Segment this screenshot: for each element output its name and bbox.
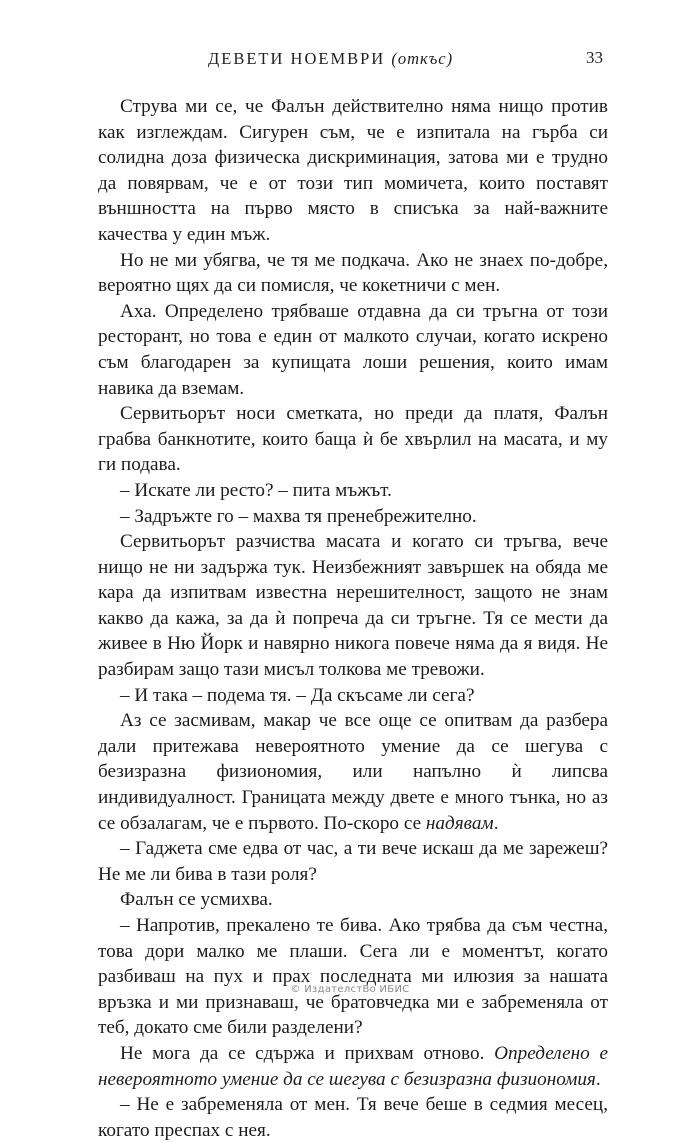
emphasis: Определено е невероятното умение да се шегува с безизразна физиономия — [98, 1042, 608, 1090]
chapter-subtitle: (откъс) — [391, 49, 454, 68]
dialogue-line: – Искате ли ресто? – пита мъжът. — [120, 479, 392, 501]
paragraph: Сервитьорът носи сметката, но преди да платя, Фалън грабва банкнотите, които баща ѝ бе хвърлил на масата, и му ги подава. — [98, 403, 608, 476]
publisher-copyright: © ИздателстВо ИБИС — [290, 984, 410, 995]
running-head — [208, 49, 453, 69]
dialogue-line: – Не е забременяла от мен. Тя вече беше в седмия месец, когато преспах с нея. — [98, 1094, 608, 1141]
emphasis: надявам — [425, 812, 494, 834]
dialogue-line: – Задръжте го – махва тя пренебрежително. — [120, 505, 477, 527]
paragraph: Сервитьорът разчиства масата и когато си тръгва, вече нищо не ни задържа тук. Неизбежният завършек на обяда ме кара да изпитвам известна нерешителност, защото не знам какво да кажа, за да ѝ попреча да си тръгне. Тя се мести да живее в Ню Йорк и навярно никога повече няма да я видя. Не разбирам защо тази мисъл толкова ме тревожи. — [98, 531, 608, 681]
paragraph: Струва ми се, че Фалън действително няма нищо против как изглеждам. Сигурен съм, че е изпитала на гърба си солидна доза физическа дискриминация, затова ми е трудно да повярвам, че е от този тип момичета, които поставят външността на първо място в списъка за най-важните качества у един мъж. — [98, 96, 608, 245]
dialogue-line: – И така – подема тя. – Да скъсаме ли сега? — [120, 684, 475, 706]
paragraph: Фалън се усмихва. — [120, 889, 273, 911]
page-number: 33 — [586, 48, 603, 67]
paragraph: Аз се засмивам, макар че все още се опитвам да разбера дали притежава невероятното умение да се шегува с безизразна физиономия, или напълно ѝ липсва индивидуалност. Границата между двете е много тънка, но аз се обзалагам, че е първото. По-скоро се надявам. — [98, 710, 608, 834]
paragraph: Но не ми убягва, че тя ме подкача. Ако не знаех по-добре, вероятно щях да си помисля, че кокетничи с мен. — [98, 249, 608, 297]
chapter-title: ДЕВЕТИ НОЕМВРИ — [208, 49, 386, 68]
dialogue-line: – Напротив, прекалено те бива. Ако трябва да съм честна, това дори малко ме плаши. Сега ли е моментът, когато разбиваш на пух и прах последната ми илюзия за нашата връзка и ми признаваш, че братовчедка ми е забременяла от теб, докато сме били разделени? — [98, 915, 608, 1039]
paragraph: Аха. Определено трябваше отдавна да си тръгна от този ресторант, но това е един от малкото случаи, когато искрено съм благодарен за купищата лоши решения, които имам навика да вземам. — [98, 300, 608, 399]
paragraph: Не мога да се сдържа и прихвам отново. Определено е невероятното умение да се шегува с безизразна физиономия. — [98, 1042, 608, 1090]
dialogue-line: – Гаджета сме едва от час, а ти вече искаш да ме зарежеш? Не ме ли бива в тази роля? — [98, 838, 608, 885]
